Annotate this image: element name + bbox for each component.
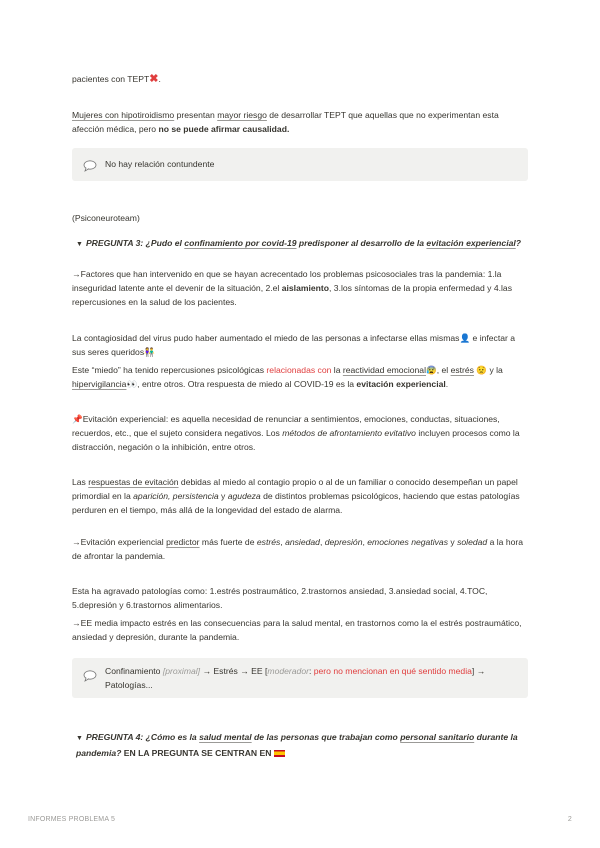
page-number: 2 <box>567 816 572 823</box>
anxious-face-icon: 😰 <box>426 365 437 375</box>
paragraph-respuestas-evitacion: Las respuestas de evitación debidas al miedo al contagio propio o al de un familiar o conocido desempeñan un papel primordial en la aparición, persistencia y agudeza de distintos problemas psicológicos, haciendo que estas patologías perduren en el tiempo, más allá de la longevidad del estado de alarma. <box>72 477 520 516</box>
couple-icon: 👫 <box>144 347 155 358</box>
callout-modelo: Confinamiento [proximal] → Estrés → EE [moderador: pero no mencionan en qué sentido media] → Patologías... <box>72 658 528 698</box>
spain-flag-icon <box>274 750 285 757</box>
speech-bubble-icon <box>83 160 97 176</box>
eyes-icon: 👀 <box>126 379 138 390</box>
pushpin-icon: 📌 <box>72 414 83 424</box>
paragraph-contagiosidad: La contagiosidad del virus pudo haber aumentado el miedo de las personas a infectarse ellas mismas👤 e infectar a sus seres queridos👫 <box>72 333 516 358</box>
paragraph-ee-media: →EE media impacto estrés en las consecuencias para la salud mental, en trastornos como la el estrés postraumático, ansiedad y depresión, durante la pandemia. <box>72 618 522 643</box>
paragraph-hipotiroidismo: Mujeres con hipotiroidismo presentan mayor riesgo de desarrollar TEPT que aquellas que no experimentan esta afección médica, pero no se puede afirmar causalidad. <box>72 110 499 135</box>
toggle-pregunta-4[interactable]: ▼ PREGUNTA 4: ¿Cómo es la salud mental de las personas que trabajan como personal sanitario durante la pandemia? EN LA PREGUNTA SE CENTRAN EN <box>76 732 518 759</box>
footer-title: INFORMES PROBLEMA 5 <box>28 816 116 823</box>
paragraph-patologias: Esta ha agravado patologías como: 1.estrés postraumático, 2.trastornos ansiedad, 3.ansiedad social, 4.TOC, 5.depresión y 6.trastornos alimentarios. <box>72 586 488 611</box>
paragraph-factores: →Factores que han intervenido en que se hayan acrecentado los problemas psicosociales tras la pandemia: 1.la inseguridad latente ante el devenir de la situación, 2.el aislamiento, 3.los síntomas de la propia enfermedad y 4.las repercusiones en la salud de los pacientes. <box>72 269 512 308</box>
worried-face-icon: 😟 <box>473 365 488 375</box>
toggle-triangle-icon[interactable]: ▼ <box>76 241 83 248</box>
cross-mark-icon: ✖ <box>149 73 159 85</box>
source-label: (Psiconeuroteam) <box>72 213 140 223</box>
toggle-triangle-icon[interactable]: ▼ <box>76 735 83 742</box>
paragraph-predictor: →Evitación experiencial predictor más fuerte de estrés, ansiedad, depresión, emociones negativas y soledad a la hora de afrontar la pandemia. <box>72 537 524 562</box>
paragraph-miedo: Este “miedo” ha tenido repercusiones psicológicas relacionadas con la reactividad emocional😰, el estrés 😟 y la hipervigilancia👀, entre otros. Otra respuesta de miedo al COVID-19 es la evitación experiencial. <box>72 365 503 390</box>
speech-bubble-icon <box>83 670 97 686</box>
callout-no-relation: No hay relación contundente <box>72 148 528 181</box>
person-icon: 👤 <box>459 333 471 343</box>
toggle-pregunta-3[interactable]: ▼ PREGUNTA 3: ¿Pudo el confinamiento por covid-19 predisponer al desarrollo de la evitación experiencial? <box>76 238 521 248</box>
paragraph-tept: pacientes con TEPT✖. <box>72 73 161 85</box>
paragraph-evitacion-definicion: 📌Evitación experiencial: es aquella necesidad de renunciar a sentimientos, emociones, conductas, situaciones, recuerdos, etc., que el sujeto considera negativos. Los métodos de afrontamiento evitativo incluyen procesos como la distracción, negación o la inhibición, entre otros. <box>72 414 520 453</box>
